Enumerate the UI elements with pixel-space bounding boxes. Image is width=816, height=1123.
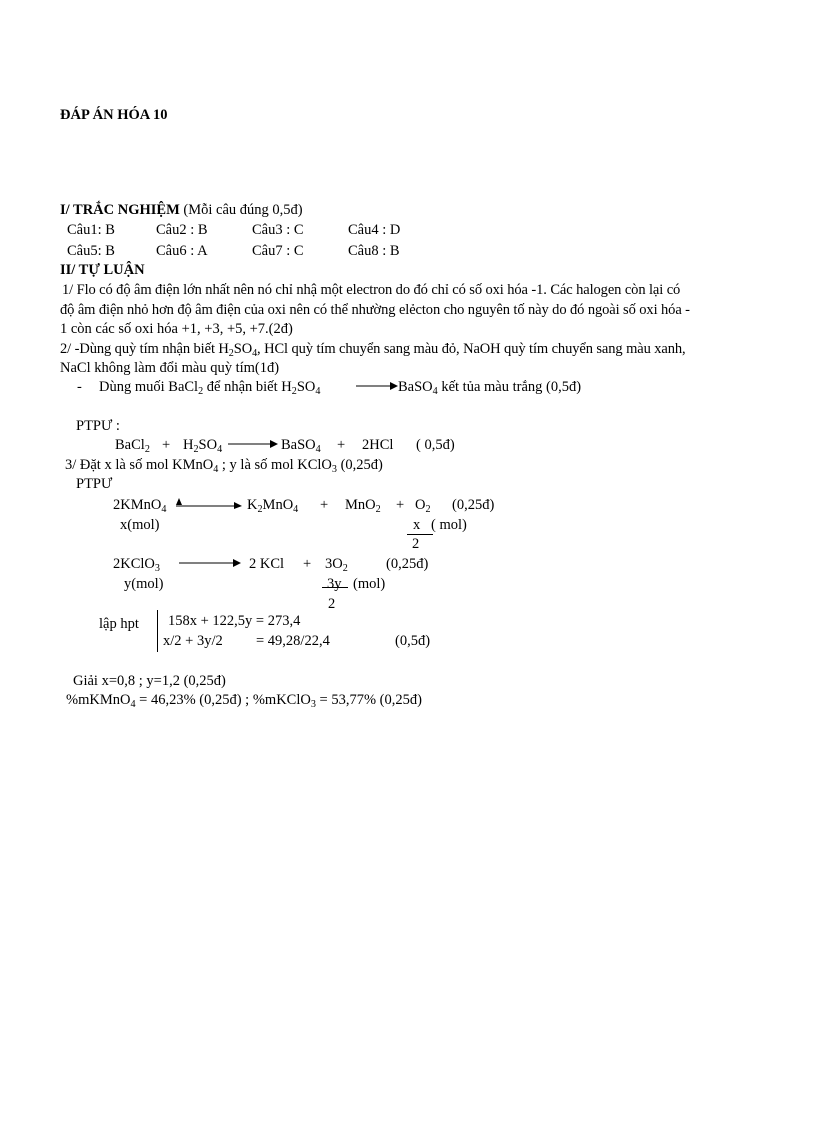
r2-score: (0,25đ) <box>386 556 429 572</box>
sub: 2 <box>193 444 199 456</box>
result-a: %mKMnO <box>66 692 131 708</box>
q3-intro-c: (0,25đ) <box>336 457 383 473</box>
r1-k2mno4 <box>247 497 299 516</box>
answer-8: Câu8 : B <box>348 243 400 259</box>
sub: 2 <box>342 563 348 575</box>
q2-line-3-result <box>398 379 582 398</box>
eq-plus: + <box>396 497 405 513</box>
r1-score: (0,25đ) <box>452 497 495 513</box>
r2-y-den: 2 <box>328 596 336 612</box>
answer-7: Câu7 : C <box>252 243 304 259</box>
q2-text-a: 2/ -Dùng quỳ tím nhận biết H <box>60 341 229 357</box>
solution: Giải x=0,8 ; y=1,2 (0,25đ) <box>73 673 226 689</box>
answer-5: Câu5: B <box>67 243 115 259</box>
r1-x-num: x <box>413 517 421 533</box>
sub: 4 <box>130 699 136 711</box>
q2-l3c: SO <box>296 379 316 395</box>
q2-text-b: SO <box>233 341 253 357</box>
answer-2: Câu2 : B <box>156 222 208 238</box>
sub: 4 <box>217 444 223 456</box>
q2-l3e: kết tủa màu trắng (0,5đ) <box>437 379 582 395</box>
eq-text: 2KClO <box>113 556 155 572</box>
eq-text: MnO <box>345 497 376 513</box>
eq-text: 3O <box>325 556 343 572</box>
q1-line-3: 1 còn các số oxi hóa +1, +3, +5, +7.(2đ) <box>60 321 293 337</box>
q3-pt-label: PTPƯ <box>76 476 113 492</box>
q2-line-2: NaCl không làm đổi màu quỳ tím(1đ) <box>60 360 280 376</box>
r2-lhs <box>113 556 160 575</box>
answer-3: Câu3 : C <box>252 222 304 238</box>
q2-text-c: , HCl quỳ tím chuyển sang màu đỏ, NaOH quỳ tím chuyển sang màu xanh, <box>257 341 686 357</box>
page-title: ĐÁP ÁN HÓA 10 <box>60 107 168 123</box>
reaction-arrow <box>228 439 278 449</box>
sub: 4 <box>293 504 299 516</box>
section-1-title: I/ TRẮC NGHIỆM <box>60 202 180 218</box>
eq-baso4 <box>281 437 321 456</box>
eq-text: K <box>247 497 258 513</box>
r1-lhs <box>113 497 167 516</box>
r1-x-den: 2 <box>412 536 420 552</box>
r2-y-unit: (mol) <box>353 576 386 592</box>
q2-l3b: để nhận biết H <box>203 379 292 395</box>
r1-mno2 <box>345 497 381 516</box>
sub: 3 <box>310 699 316 711</box>
q2-line-3 <box>99 379 321 398</box>
eq-hcl: 2HCl <box>362 437 394 453</box>
r2-y-num: 3y <box>327 576 342 592</box>
eq-text: BaSO <box>281 437 316 453</box>
q3-intro-a: 3/ Đặt x là số mol KMnO <box>65 457 214 473</box>
sub: 4 <box>213 464 219 476</box>
q2-dash: - <box>77 379 82 395</box>
q1-line-2: độ âm điện nhỏ hơn độ âm điện của oxi nên có thể nhường elẻcton cho nguyên tố này do đó ngoài số oxi hóa - <box>60 302 690 318</box>
eq-bacl2 <box>115 437 150 456</box>
result <box>66 692 422 711</box>
sub: 4 <box>161 504 167 516</box>
sub: 2 <box>228 348 234 360</box>
eq-plus: + <box>162 437 171 453</box>
fraction-bar <box>322 587 348 588</box>
answer-4: Câu4 : D <box>348 222 401 238</box>
q3-intro <box>65 457 383 476</box>
sub: 4 <box>315 386 321 398</box>
section-1-note: (Mỗi câu đúng 0,5đ) <box>183 202 303 218</box>
hpt-score: (0,5đ) <box>395 633 431 649</box>
sub: 3 <box>154 563 160 575</box>
q2-l3d: BaSO <box>398 379 433 395</box>
eq-text: BaCl <box>115 437 145 453</box>
section-1-heading-line <box>60 203 303 218</box>
eq-text: SO <box>198 437 218 453</box>
sub: 4 <box>315 444 321 456</box>
sub: 2 <box>257 504 263 516</box>
sub: 2 <box>198 386 204 398</box>
q1-line-1: 1/ Flo có độ âm điện lớn nhất nên nó chỉ nhậ một electron do đó chỉ có số oxi hóa -1. Các halogen còn lại có <box>62 282 681 298</box>
eq-score: ( 0,5đ) <box>416 437 455 453</box>
sub: 3 <box>331 464 337 476</box>
fraction-bar <box>407 534 433 535</box>
hpt-eq-1: 158x + 122,5y = 273,4 <box>168 613 301 629</box>
answer-6: Câu6 : A <box>156 243 208 259</box>
sub: 4 <box>432 386 438 398</box>
result-b: = 46,23% (0,25đ) ; %mKClO <box>135 692 311 708</box>
eq-text: MnO <box>262 497 294 513</box>
q2-line-1 <box>60 341 686 360</box>
sub: 2 <box>425 504 431 516</box>
sub: 4 <box>252 348 258 360</box>
r2-y-mol: y(mol) <box>124 576 164 592</box>
hpt-eq-2: x/2 + 3y/2 <box>163 633 223 649</box>
answer-1: Câu1: B <box>67 222 115 238</box>
q2-pt-label: PTPƯ : <box>76 418 120 434</box>
q2-l3a: Dùng muối BaCl <box>99 379 199 395</box>
reaction-arrow <box>179 558 241 568</box>
hpt-label: lập hpt <box>99 616 139 632</box>
sub: 2 <box>291 386 297 398</box>
hpt-eq-2-rhs: = 49,28/22,4 <box>256 633 330 649</box>
section-2-heading: II/ TỰ LUẬN <box>60 262 145 278</box>
eq-plus: + <box>337 437 346 453</box>
q3-intro-b: ; y là số mol KClO <box>218 457 332 473</box>
eq-text: O <box>415 497 426 513</box>
reaction-arrow <box>176 497 242 507</box>
result-c: = 53,77% (0,25đ) <box>315 692 422 708</box>
r1-x-mol: x(mol) <box>120 517 160 533</box>
r2-kcl: 2 KCl <box>249 556 285 572</box>
system-brace <box>157 610 158 652</box>
eq-plus: + <box>303 556 312 572</box>
sub: 2 <box>144 444 150 456</box>
r1-x-unit: ( mol) <box>431 517 467 533</box>
eq-text: 2KMnO <box>113 497 162 513</box>
r2-o2 <box>325 556 348 575</box>
reaction-arrow <box>356 381 398 391</box>
eq-h2so4 <box>183 437 223 456</box>
r1-o2 <box>415 497 431 516</box>
eq-text: H <box>183 437 194 453</box>
sub: 2 <box>375 504 381 516</box>
eq-plus: + <box>320 497 329 513</box>
